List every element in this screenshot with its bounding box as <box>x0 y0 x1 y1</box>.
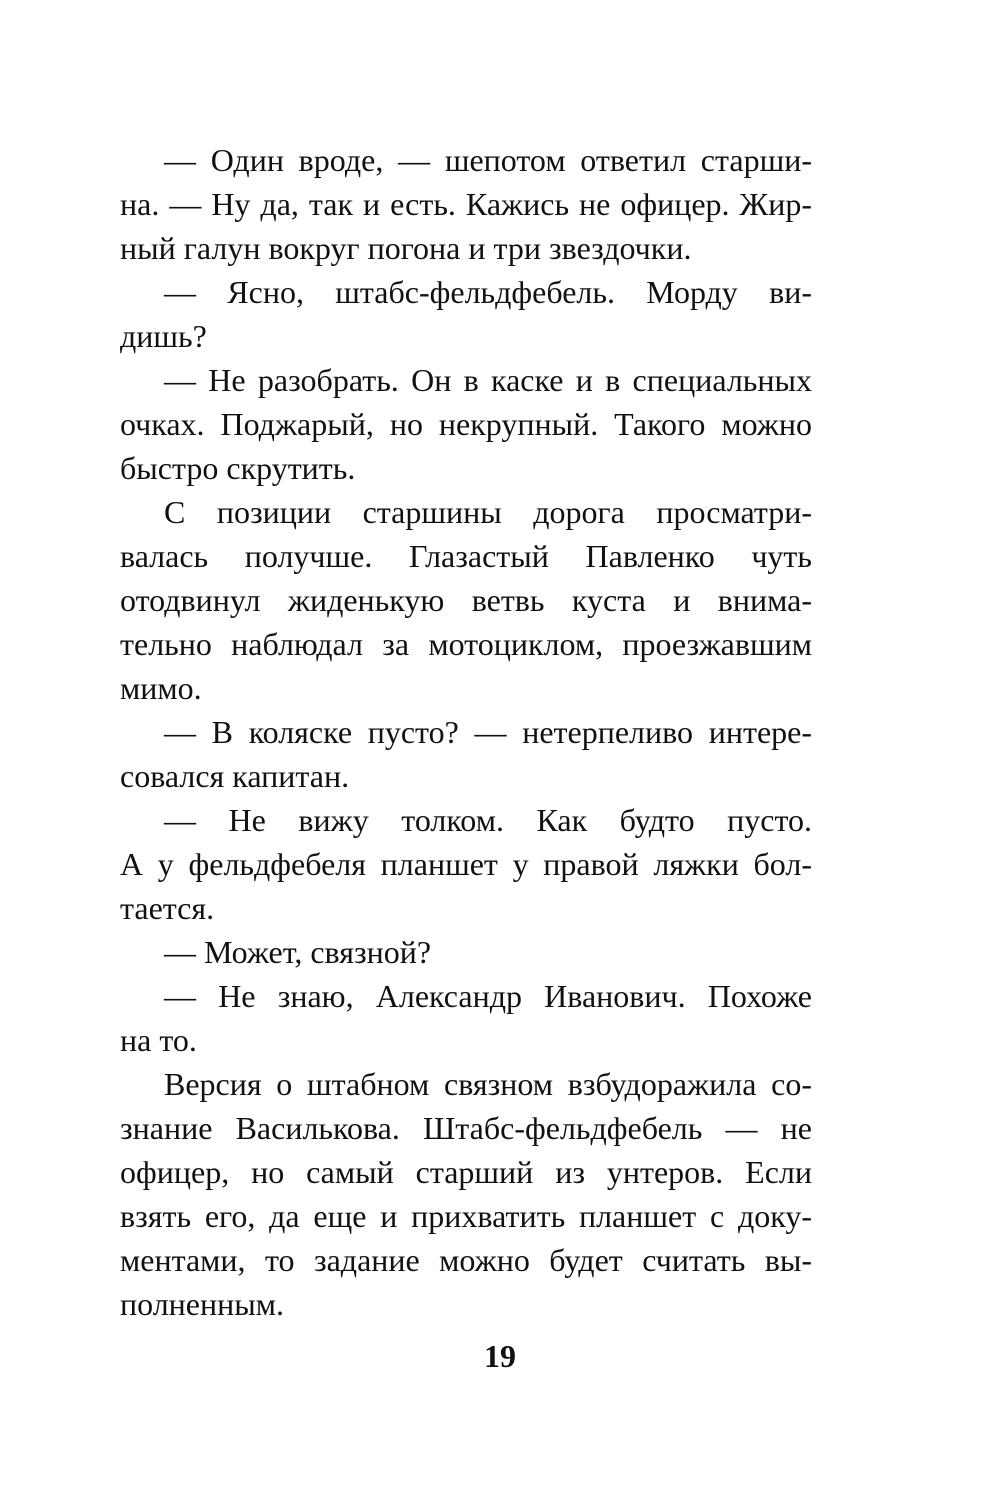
text-line: — Ясно, штабс-фельдфебель. Морду ви- <box>164 274 812 310</box>
text-line: А у фельдфебеля планшет у правой ляжки бол- <box>120 846 812 882</box>
text-line: — Не вижу толком. Как будто пусто. <box>164 802 812 838</box>
paragraph <box>120 270 812 358</box>
text-line: — В коляске пусто? — нетерпеливо интере- <box>164 714 812 750</box>
text-line: полненным. <box>120 1286 284 1322</box>
paragraph <box>120 930 812 974</box>
paragraph <box>120 358 812 490</box>
text-line: тается. <box>120 890 215 926</box>
paragraph <box>120 974 812 1062</box>
text-line: валась получше. Глазастый Павленко чуть <box>120 538 812 574</box>
text-line: мимо. <box>120 670 202 706</box>
text-line: знание Василькова. Штабс-фельдфебель — не <box>120 1110 812 1146</box>
text-line: на. — Ну да, так и есть. Кажись не офицер. Жир- <box>120 186 812 222</box>
text-line: на то. <box>120 1022 197 1058</box>
text-line: — Может, связной? <box>164 934 432 970</box>
paragraph <box>120 1062 812 1326</box>
paragraph <box>120 490 812 710</box>
text-line: — Не разобрать. Он в каске и в специальных <box>164 362 812 398</box>
text-line: Версия о штабном связном взбудоражила со- <box>164 1066 812 1102</box>
text-line: офицер, но самый старший из унтеров. Если <box>120 1154 812 1190</box>
paragraph <box>120 138 812 270</box>
paragraph <box>120 798 812 930</box>
page-body <box>120 138 812 1326</box>
page-number: 19 <box>484 1338 516 1374</box>
text-line: ный галун вокруг погона и три звездочки. <box>120 230 692 266</box>
text-line: очках. Поджарый, но некрупный. Такого можно <box>120 406 812 442</box>
text-line: — Один вроде, — шепотом ответил старши- <box>164 142 812 178</box>
text-line: отодвинул жиденькую ветвь куста и внима- <box>120 582 812 618</box>
text-line: тельно наблюдал за мотоциклом, проезжавшим <box>120 626 812 662</box>
text-line: взять его, да еще и прихватить планшет с доку- <box>120 1198 812 1234</box>
text-line: совался капитан. <box>120 758 350 794</box>
text-line: быстро скрутить. <box>120 450 356 486</box>
paragraph <box>120 710 812 798</box>
text-line: С позиции старшины дорога просматри- <box>164 494 812 530</box>
text-line: ментами, то задание можно будет считать вы- <box>120 1242 812 1278</box>
text-line: дишь? <box>120 318 207 354</box>
text-line: — Не знаю, Александр Иванович. Похоже <box>164 978 812 1014</box>
